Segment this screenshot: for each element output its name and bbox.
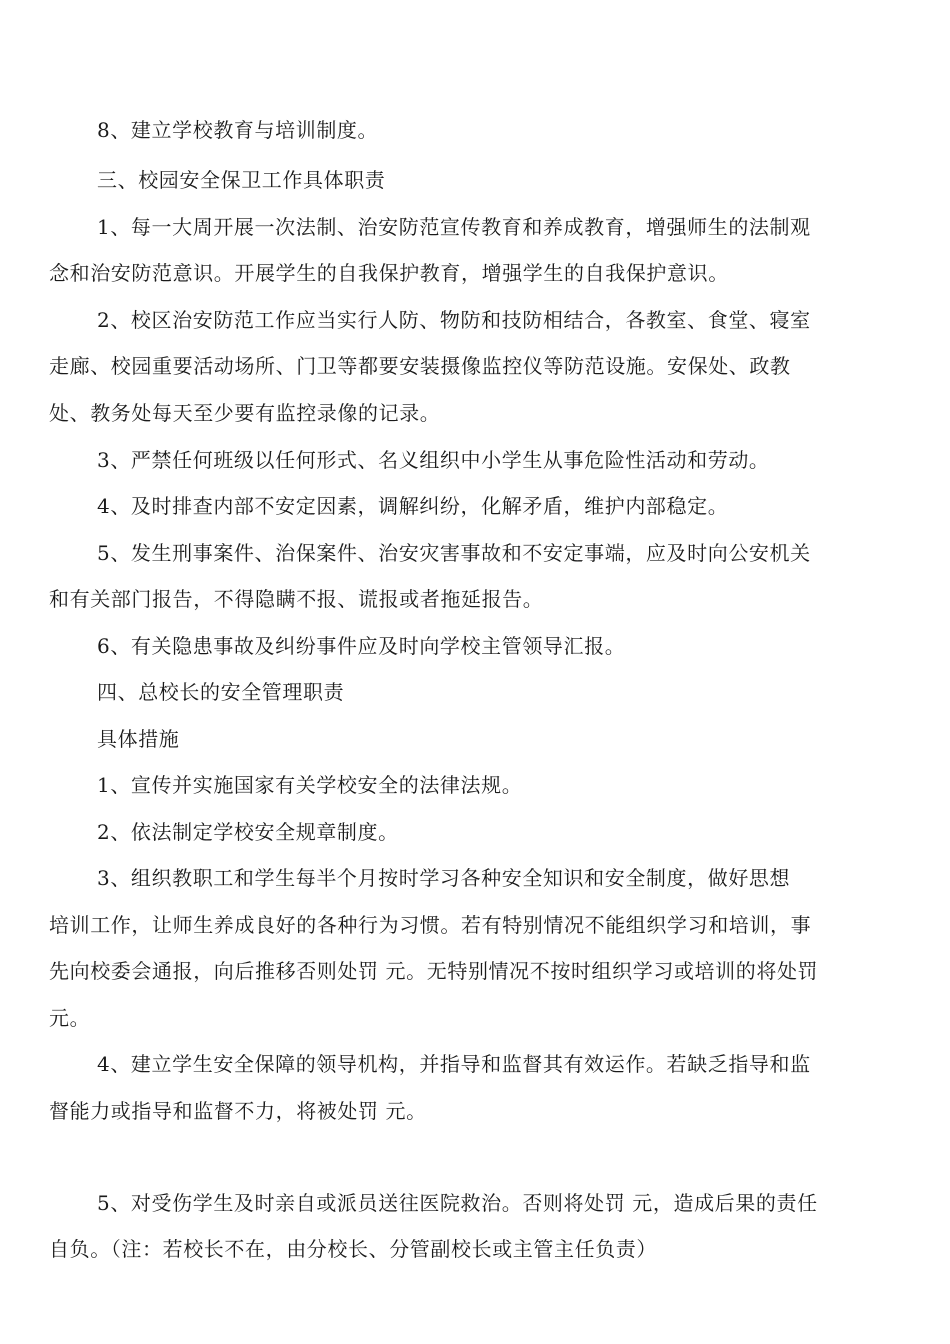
paragraph-line: 1、宣传并实施国家有关学校安全的法律法规。 <box>97 773 523 797</box>
paragraph-line: 念和治安防范意识。开展学生的自我保护教育，增强学生的自我保护意识。 <box>49 261 729 285</box>
paragraph-line: 先向校委会通报，向后推移否则处罚 元。无特别情况不按时组织学习或培训的将处罚 <box>49 959 819 983</box>
paragraph-line: 4、建立学生安全保障的领导机构，并指导和监督其有效运作。若缺乏指导和监 <box>97 1052 811 1076</box>
section-3-heading: 三、校园安全保卫工作具体职责 <box>97 168 386 192</box>
paragraph-line: 自负。（注：若校长不在，由分校长、分管副校长或主管主任负责） <box>49 1237 657 1261</box>
paragraph-line: 4、及时排查内部不安定因素，调解纠纷，化解矛盾，维护内部稳定。 <box>97 494 729 518</box>
paragraph-line: 和有关部门报告，不得隐瞒不报、谎报或者拖延报告。 <box>49 587 544 611</box>
paragraph-line: 处、教务处每天至少要有监控录像的记录。 <box>49 401 441 425</box>
paragraph-line: 5、对受伤学生及时亲自或派员送往医院救治。否则将处罚 元，造成后果的责任 <box>97 1191 818 1215</box>
section-4-heading: 四、总校长的安全管理职责 <box>97 680 345 704</box>
subheading-measures: 具体措施 <box>97 727 180 751</box>
paragraph-line: 2、依法制定学校安全规章制度。 <box>97 820 399 844</box>
paragraph-line: 2、校区治安防范工作应当实行人防、物防和技防相结合，各教室、食堂、寝室 <box>97 308 811 332</box>
paragraph-line: 5、发生刑事案件、治保案件、治安灾害事故和不安定事端，应及时向公安机关 <box>97 541 811 565</box>
paragraph-line: 督能力或指导和监督不力，将被处罚 元。 <box>49 1099 427 1123</box>
paragraph-line: 走廊、校园重要活动场所、门卫等都要安装摄像监控仪等防范设施。安保处、政教 <box>49 354 791 378</box>
paragraph-line: 3、组织教职工和学生每半个月按时学习各种安全知识和安全制度，做好思想 <box>97 866 791 890</box>
paragraph-line: 1、每一大周开展一次法制、治安防范宣传教育和养成教育，增强师生的法制观 <box>97 215 811 239</box>
paragraph-line: 元。 <box>49 1006 91 1030</box>
paragraph-line: 3、严禁任何班级以任何形式、名义组织中小学生从事危险性活动和劳动。 <box>97 448 770 472</box>
item-8-training-system: 8、建立学校教育与培训制度。 <box>97 118 379 142</box>
paragraph-line: 培训工作，让师生养成良好的各种行为习惯。若有特别情况不能组织学习和培训，事 <box>49 913 812 937</box>
paragraph-line: 6、有关隐患事故及纠纷事件应及时向学校主管领导汇报。 <box>97 634 626 658</box>
